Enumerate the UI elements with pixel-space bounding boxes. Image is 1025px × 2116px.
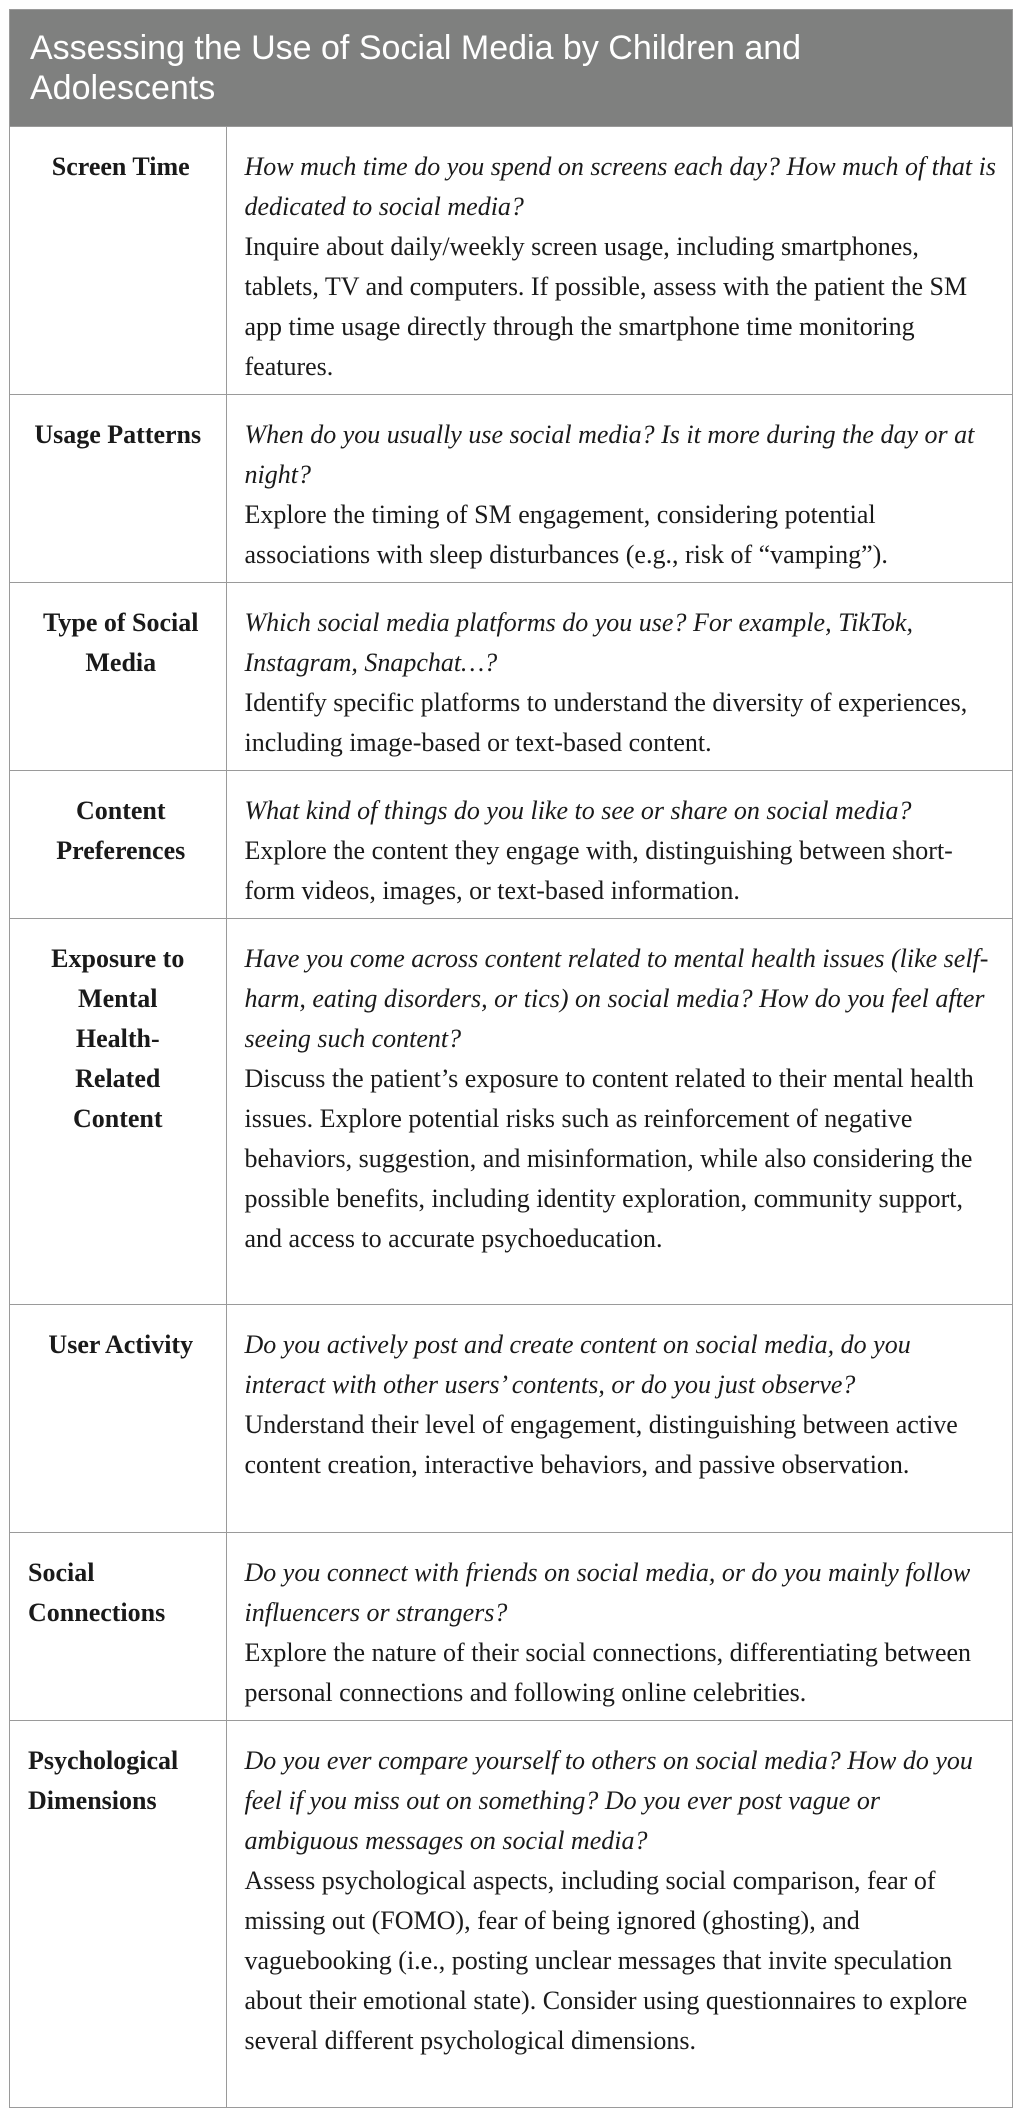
table-row bbox=[10, 583, 1012, 771]
table-row bbox=[10, 1721, 1012, 2107]
table-row bbox=[10, 1305, 1012, 1533]
row-content bbox=[226, 771, 1012, 919]
table-row bbox=[10, 919, 1012, 1305]
row-content bbox=[226, 1305, 1012, 1533]
row-content bbox=[226, 395, 1012, 583]
row-label: Type of Social Media bbox=[10, 583, 226, 771]
row-question: Do you connect with friends on social media, or do you mainly follow influencers or strangers? bbox=[244, 1558, 971, 1627]
row-description: Identify specific platforms to understand the diversity of experiences, including image-based or text-based content. bbox=[244, 688, 968, 757]
row-label: Social Connections bbox=[10, 1533, 226, 1721]
row-question: Have you come across content related to mental health issues (like self-harm, eating disorders, or tics) on social media? How do you feel after seeing such content? bbox=[244, 944, 989, 1053]
table-row bbox=[10, 127, 1012, 395]
table-row bbox=[10, 771, 1012, 919]
table-row bbox=[10, 1533, 1012, 1721]
row-label: Content Preferences bbox=[10, 771, 226, 919]
row-question: How much time do you spend on screens each day? How much of that is dedicated to social media? bbox=[244, 152, 996, 221]
row-question: What kind of things do you like to see or share on social media? bbox=[244, 796, 912, 825]
assessment-table bbox=[9, 9, 1013, 2108]
row-description: Understand their level of engagement, distinguishing between active content creation, interactive behaviors, and passive observation. bbox=[244, 1410, 958, 1479]
row-question: When do you usually use social media? Is it more during the day or at night? bbox=[244, 420, 975, 489]
row-description: Discuss the patient’s exposure to content related to their mental health issues. Explore potential risks such as reinforcement of negative behaviors, suggestion, and misinformation, while also considering the possible benefits, including identity exploration, community support, and access to accurate psychoeducation. bbox=[244, 1064, 974, 1253]
row-question: Do you ever compare yourself to others on social media? How do you feel if you miss out on something? Do you ever post vague or ambiguous messages on social media? bbox=[244, 1746, 973, 1855]
row-description: Explore the content they engage with, distinguishing between short-form videos, images, or text-based information. bbox=[244, 836, 953, 905]
row-content bbox=[226, 583, 1012, 771]
row-label: Usage Patterns bbox=[10, 395, 226, 583]
row-description: Assess psychological aspects, including social comparison, fear of missing out (FOMO), fear of being ignored (ghosting), and vaguebooking (i.e., posting unclear messages that invite speculation about their emotional state). Consider using questionnaires to explore several different psychological dimensions. bbox=[244, 1866, 968, 2055]
row-description: Explore the timing of SM engagement, considering potential associations with sleep disturbances (e.g., risk of “vamping”). bbox=[244, 500, 888, 569]
row-label: Exposure to Mental Health-Related Content bbox=[10, 919, 226, 1305]
row-content bbox=[226, 127, 1012, 395]
row-description: Explore the nature of their social connections, differentiating between personal connections and following online celebrities. bbox=[244, 1638, 972, 1707]
row-description: Inquire about daily/weekly screen usage, including smartphones, tablets, TV and computers. If possible, assess with the patient the SM app time usage directly through the smartphone time monitoring features. bbox=[244, 232, 968, 381]
row-label: Psychological Dimensions bbox=[10, 1721, 226, 2107]
table-title: Assessing the Use of Social Media by Children and Adolescents bbox=[10, 10, 1012, 126]
row-question: Do you actively post and create content on social media, do you interact with other users’ contents, or do you just observe? bbox=[244, 1330, 911, 1399]
row-label: User Activity bbox=[10, 1305, 226, 1533]
row-content bbox=[226, 1721, 1012, 2107]
row-question: Which social media platforms do you use? For example, TikTok, Instagram, Snapchat…? bbox=[244, 608, 913, 677]
assessment-grid bbox=[10, 126, 1012, 2107]
row-content bbox=[226, 1533, 1012, 1721]
table-row bbox=[10, 395, 1012, 583]
row-content bbox=[226, 919, 1012, 1305]
row-label: Screen Time bbox=[10, 127, 226, 395]
